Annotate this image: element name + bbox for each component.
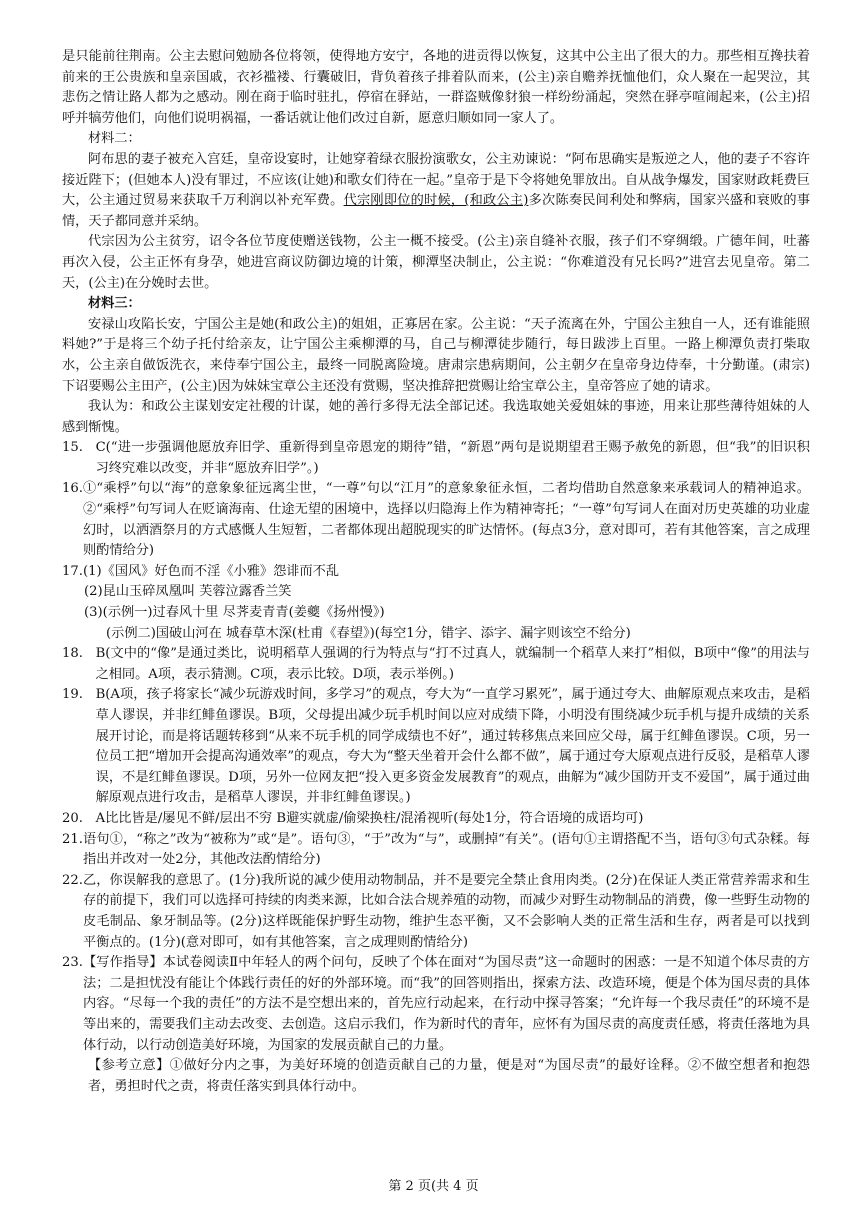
answer-15 [62,438,810,479]
material3-paragraph-1: 安禄山攻陷长安，宁国公主是她(和政公主)的姐姐，正寡居在家。公主说：“天子流离在外，宁国公主独自一人，还有谁能照料她?”于是将三个幼子托付给亲友，让宁国公主乘柳潭的马，自己与柳潭徒步随行，每日跋涉上百里。一路上柳潭负责打柴取水，公主亲自做饭洗衣，来侍奉宁国公主，最终一同脱离险境。唐肃宗患病期间，公主朝夕在皇帝身边侍奉，十分勤谨。(肃宗)下诏要赐公主田产，(公主)因为妹妹宝章公主还没有赏赐，坚决推辞把赏赐让给宝章公主，皇帝答应了她的请求。 [62,316,810,394]
answer-number: 18. [62,646,96,662]
material2-heading: 材料二： [88,131,141,147]
answer-17 [62,562,810,583]
answer-number: 17. [62,563,83,579]
answer-22 [62,871,810,953]
answer-18 [62,644,810,685]
answer-text: B(文中的“像”是通过类比，说明稻草人强调的行为特点与“打不过真人，就编制一个稻草人来打”相似，B项中“像”的用法与之相同。A项，表示猜测。C项，表示比较。D项，表示举例。) [95,646,810,682]
answer-text: ①“乘桴”句以“海”的意象象征远离尘世，“一尊”句以“江月”的意象象征永恒，二者均借助自然意象来承载词人的精神追求。②“乘桴”句写词人在贬谪海南、仕途无望的困境中，选择以归隐海上作为精神寄托；“一尊”句写词人在面对历史英雄的功业虚幻时，以洒酒祭月的方式感慨人生短暂，二者都体现出超脱现实的旷达情怀。(每点3分，意对即可，若有其他答案，言之成理则酌情给分) [82,481,810,559]
answer-number: 20. [62,810,96,826]
answer-23 [62,953,810,1056]
reference-idea-paragraph: 【参考立意】①做好分内之事，为美好环境的创造贡献自己的力量，便是对“为国尽责”的最好诠释。②不做空想者和抱怨者，勇担时代之责，将责任落实到具体行动中。 [88,1058,810,1094]
answer-20 [62,809,810,830]
answer-text: B(A项，孩子将家长“减少玩游戏时间，多学习”的观点，夸大为“一直学习累死”，属于通过夸大、曲解原观点来攻击，是稻草人谬误，并非红鲱鱼谬误。B项，父母提出减少玩手机时间以应对成绩下降，小明没有围绕减少玩手机与提升成绩的关系展开讨论，而是将话题转移到“从来不玩手机的同学成绩也不好”，通过转移焦点来回应父母，属于红鲱鱼谬误。C项，另一位员工把“增加开会提高沟通效率”的观点，夸大为“整天坐着开会什么都不做”，属于通过夸大原观点进行反驳，是稻草人谬误，不是红鲱鱼谬误。D项，另外一位网友把“投入更多资金发展教育”的观点，曲解为“减少国防开支不爱国”，属于通过曲解原观点进行攻击，是稻草人谬误，并非红鲱鱼谬误。) [95,687,810,806]
answer-text: (1)《国风》好色而不淫《小雅》怨诽而不乱 [82,563,340,579]
answer-19 [62,685,810,809]
material3-paragraph-2: 我认为：和政公主谋划安定社稷的计谋，她的善行多得无法全部记述。我选取她关爱姐妹的事迹，用来让那些薄待姐妹的人感到惭愧。 [62,399,810,435]
document-body [62,47,810,1097]
answer-number: 16. [62,481,83,497]
answer-number: 22. [62,872,83,888]
answer-number: 23. [62,955,83,971]
material2-underlined-phrase: 代宗刚即位的时候，(和政公主) [343,193,529,209]
answer-text: C(“进一步强调他愿放弃旧学、重新得到皇帝恩宠的期待”错，“新恩”两句是说期望君王赐予赦免的新恩，但“我”的旧识积习终究难以改变，并非“愿放弃旧学”。) [95,440,810,476]
material3-heading: 材料三： [88,296,141,312]
answer-17-line-4: (示例二)国破山河在 城春草木深(杜甫《春望》)(每空1分，错字、添字、漏字则该空不给分) [106,625,631,641]
material2-paragraph-2: 代宗因为公主贫穷，诏令各位节度使赠送钱物，公主一概不接受。(公主)亲自缝补衣服，孩子们不穿绸缎。广德年间，吐蕃再次入侵，公主正怀有身孕，她进宫商议防御边境的计策，柳潭坚决制止，公主说：“你难道没有兄长吗?”进宫去见皇帝。第二天，(公主)在分娩时去世。 [62,234,810,291]
answer-number: 19. [62,687,96,703]
answer-17-line-3: (3)(示例一)过春风十里 尽荠麦青青(姜夔《扬州慢》) [84,605,385,621]
material2-paragraph-1 [62,150,810,232]
answer-text: 语句①，“称之”改为“被称为”或“是”。语句③，“于”改为“与”，或删掉“有关”。(语句①主谓搭配不当，语句③句式杂糅。每指出并改对一处2分，其他改法酌情给分) [82,831,810,868]
answer-number: 21. [62,831,83,847]
material1-tail-paragraph: 是只能前往荆南。公主去慰问勉励各位将领，使得地方安宁，各地的进贡得以恢复，这其中公主出了很大的力。那些相互搀扶着前来的王公贵族和皇亲国戚，衣衫褴褛、行囊破旧，背负着孩子排着队而来，(公主)亲自赡养抚恤他们，众人聚在一起哭泣，其悲伤之情让路人都为之感动。刚在商于临时驻扎，停宿在驿站，一群盗贼像豺狼一样纷纷涌起，突然在驿亭喧闹起来，(公主)招呼并犒劳他们，向他们说明祸福，一番话就让他们改过自新，愿意归顺如同一家人了。 [62,49,810,126]
answer-17-line-2: (2)昆山玉碎凤凰叫 芙蓉泣露香兰笑 [84,584,292,600]
page-number-footer: 第 2 页(共 4 页 [388,1179,479,1194]
answer-21 [62,830,810,871]
answer-text: 【写作指导】本试卷阅读Ⅱ中年轻人的两个问句，反映了个体在面对“为国尽责”这一命题时的困惑：一是不知道个体尽责的方法；二是担忧没有能让个体践行责任的好的外部环境。而“我”的回答则指出，探索方法、改造环境，便是个体为国尽责的具体内容。“尽每一个我的责任”的方法不是空想出来的，首先应行动起来，在行动中探寻答案；“允许每一个我尽责任”的环境不是等出来的，需要我们主动去改变、去创造。这启示我们，作为新时代的青年，应怀有为国尽责的高度责任感，将责任落地为具体行动，以行动创造美好环境，为国家的发展贡献自己的力量。 [82,955,810,1053]
answer-number: 15. [62,440,96,456]
material2-p1-text: 阿布思的妻子被充入宫廷，皇帝设宴时，让她穿着绿衣服扮演歌女，公主劝谏说：“阿布思确实是叛逆之人，他的妻子不容许接近陛下；(但她本人)没有罪过，不应该(让她)和歌女们待在一起。”皇帝于是下令将她免罪放出。自从战争爆发，国家财政耗费巨大，公主通过贸易来获取千万利润以补充军费。 [62,151,810,209]
answer-text: A比比皆是/屡见不鲜/层出不穷 B避实就虚/偷梁换柱/混淆视听(每处1分，符合语境的成语均可) [95,810,644,826]
material2-p1-end: 多次陈奏民间利处和弊病，国家兴盛和衰败的事情，天子都同意并采纳。 [62,193,811,229]
answer-text: 乙，你误解我的意思了。(1分)我所说的减少使用动物制品，并不是要完全禁止食用肉类。(2分)在保证人类正常营养需求和生存的前提下，我们可以选择可持续的肉类来源，比如合法合规养殖的动物，而减少对野生动物制品的消费，像一些野生动物的皮毛制品、象牙制品等。(2分)这样既能保护野生动物，维护生态平衡，又不会影响人类的正常生活和生存，两者是可以找到平衡点的。(1分)(意对即可，如有其他答案，言之成理则酌情给分) [82,872,810,950]
answer-16 [62,479,810,561]
